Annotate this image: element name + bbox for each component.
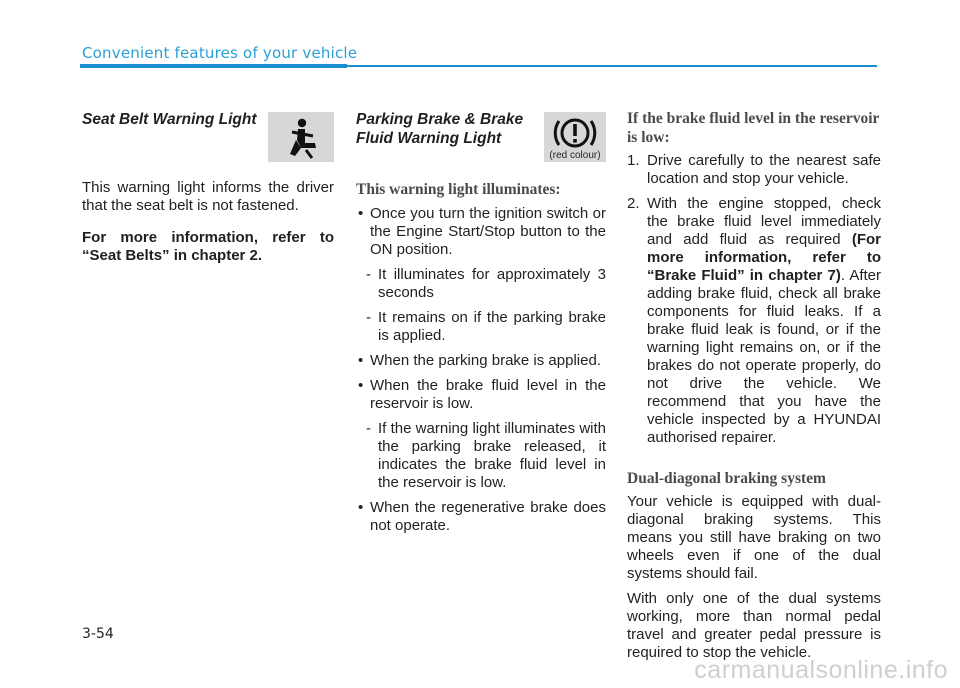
bullet-dot: • xyxy=(358,377,364,394)
step-text-continued: . After adding brake fluid, check all brake components for fluid leaks. If a brake fluid leak is found, or if the warning light remains on, or if the brakes do not operate properly, do not drive the vehicle. We recommend that you have the vehicle inspected by a HYUNDAI authorised repairer. xyxy=(647,267,881,446)
seat-belt-description: This warning light informs the driver that the seat belt is not fastened. xyxy=(82,179,334,214)
sub-item-text: It remains on if the parking brake is applied. xyxy=(378,309,606,344)
brake-warning-section xyxy=(356,108,606,535)
seat-belt-title: Seat Belt Warning Light xyxy=(82,111,257,128)
bullet-ignition xyxy=(356,205,606,259)
dual-diagonal-heading: Dual-diagonal braking system xyxy=(627,470,826,487)
dual-diagonal-para2: With only one of the dual systems working, more than normal pedal travel and greater pedal pressure is required to stop the vehicle. xyxy=(627,590,881,661)
brake-title-line1: Parking Brake & Brake xyxy=(356,111,524,128)
brake-icon-caption: (red colour) xyxy=(549,150,601,161)
step-2 xyxy=(627,195,881,447)
step-1 xyxy=(627,152,881,188)
step-bold-reference: (For more information, refer to “Brake Fluid” in chapter 7) xyxy=(647,231,881,284)
bullet-dot: • xyxy=(358,499,364,516)
bullet-text: When the parking brake is applied. xyxy=(370,352,601,369)
fluid-low-heading: If the brake fluid level in the reservoir is low: xyxy=(627,110,880,146)
bullet-text: When the regenerative brake does not operate. xyxy=(370,499,606,534)
bullet-parking-brake xyxy=(356,352,606,370)
dash-mark: - xyxy=(366,309,371,326)
sub-item-text: If the warning light illuminates with the parking brake released, it indicates the brake fluid level in the reservoir is low. xyxy=(378,420,606,491)
watermark: carmanualsonline.info xyxy=(694,656,948,684)
bullet-dot: • xyxy=(358,205,364,222)
step-text: Drive carefully to the nearest safe location and stop your vehicle. xyxy=(647,152,881,187)
dash-mark: - xyxy=(366,266,371,283)
brake-subheading: This warning light illuminates: xyxy=(356,181,561,198)
dash-mark: - xyxy=(366,420,371,437)
bullet-dot: • xyxy=(358,352,364,369)
brake-fluid-section xyxy=(627,108,881,662)
sub-item-3-seconds xyxy=(356,266,606,302)
seat-belt-warning-icon xyxy=(268,112,334,162)
sub-item-text: It illuminates for approximately 3 seconds xyxy=(378,266,606,301)
brake-warning-icon xyxy=(544,112,606,162)
step-number: 1. xyxy=(627,152,640,169)
step-number: 2. xyxy=(627,195,640,212)
step-text: With the engine stopped, check the brake fluid level immediately and add fluid as required xyxy=(647,195,881,248)
seat-belt-section xyxy=(82,108,334,265)
section-header-title: Convenient features of your vehicle xyxy=(82,44,358,62)
bullet-text: When the brake fluid level in the reservoir is low. xyxy=(370,377,606,412)
brake-title-line2: Fluid Warning Light xyxy=(356,130,502,147)
header-rule-thin xyxy=(347,65,877,67)
sub-item-parking-brake xyxy=(356,309,606,345)
dual-diagonal-para1: Your vehicle is equipped with dual-diagonal braking systems. This means you still have braking on two wheels even if one of the dual systems should fail. xyxy=(627,493,881,582)
bullet-text: Once you turn the ignition switch or the Engine Start/Stop button to the ON position. xyxy=(370,205,606,258)
header-rule-thick xyxy=(80,64,347,68)
bullet-fluid-level xyxy=(356,377,606,413)
sub-item-fluid-low xyxy=(356,420,606,492)
bullet-regenerative-brake xyxy=(356,499,606,535)
page-number: 3-54 xyxy=(82,626,114,642)
seat-belt-reference: For more information, refer to “Seat Belts” in chapter 2. xyxy=(82,229,334,264)
